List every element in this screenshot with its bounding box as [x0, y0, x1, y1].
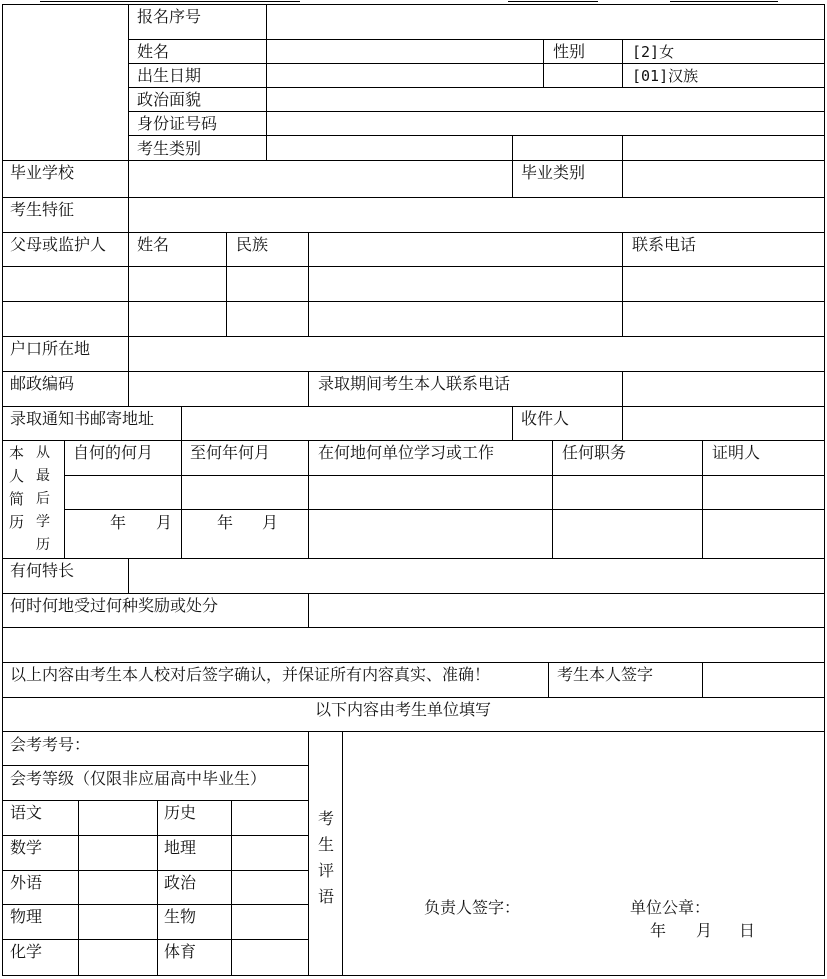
grad-type-label: 毕业类别: [521, 163, 586, 182]
responsible-sign-label: 负责人签字：: [424, 898, 521, 917]
hukou-label: 户口所在地: [10, 339, 91, 358]
politics-label: 政治面貌: [137, 90, 202, 109]
date-year: 年: [650, 921, 667, 940]
postcode-label: 邮政编码: [10, 374, 75, 393]
reg-no-label: 报名序号: [137, 7, 202, 26]
resume-witness-header: 证明人: [712, 443, 761, 462]
subject-left-4: 物理: [10, 907, 43, 926]
declaration-text: 以上内容由考生本人校对后签字确认，并保证所有内容真实、准确！: [10, 665, 491, 684]
subject-right-1: 历史: [164, 803, 197, 822]
ethnicity-value: [01]汉族: [632, 67, 699, 85]
subject-left-2: 数学: [10, 838, 43, 857]
gender-value: [2]女: [632, 43, 675, 61]
grad-school-label: 毕业学校: [10, 163, 75, 182]
id-label: 身份证号码: [137, 114, 218, 133]
exam-no-label: 会考考号：: [10, 735, 91, 754]
subject-right-5: 体育: [164, 942, 197, 961]
admission-phone-label: 录取期间考生本人联系电话: [318, 374, 511, 393]
date-month: 月: [696, 921, 713, 940]
guardian-label: 父母或监护人: [10, 235, 107, 254]
resume-place-header: 在何地何单位学习或工作: [318, 443, 495, 462]
resume-to-month: 月: [262, 513, 279, 532]
subject-left-1: 语文: [10, 803, 43, 822]
signature-label: 考生本人签字: [557, 665, 654, 684]
resume-from-year: 年: [110, 513, 127, 532]
awards-label: 何时何地受过何种奖励或处分: [10, 596, 219, 615]
resume-side-label-left: 本人简历: [9, 444, 25, 531]
date-day: 日: [739, 921, 756, 940]
resume-side-label-right: 从最后学历: [36, 445, 50, 553]
resume-to-year: 年: [217, 513, 234, 532]
unit-fill-title: 以下内容由考生单位填写: [315, 700, 492, 719]
category-label: 考生类别: [137, 139, 202, 158]
subject-left-3: 外语: [10, 873, 43, 892]
specialty-label: 有何特长: [10, 561, 75, 580]
guardian-ethnicity-header: 民族: [236, 235, 269, 254]
subject-left-5: 化学: [10, 942, 43, 961]
guardian-name-header: 姓名: [137, 235, 170, 254]
resume-from-month: 月: [156, 513, 173, 532]
features-label: 考生特征: [10, 200, 75, 219]
subject-right-2: 地理: [164, 838, 197, 857]
resume-position-header: 任何职务: [562, 443, 627, 462]
name-label: 姓名: [137, 42, 170, 61]
mail-address-label: 录取通知书邮寄地址: [10, 409, 155, 428]
comment-label: 考生评语: [317, 809, 334, 906]
guardian-phone-header: 联系电话: [632, 235, 697, 254]
subject-right-3: 政治: [164, 873, 197, 892]
recipient-label: 收件人: [521, 409, 570, 428]
birth-label: 出生日期: [137, 66, 202, 85]
resume-from-header: 自何的何月: [73, 443, 154, 462]
exam-grade-label: 会考等级（仅限非应届高中毕业生）: [10, 769, 267, 788]
unit-seal-label: 单位公章：: [630, 898, 711, 917]
subject-right-4: 生物: [164, 907, 197, 926]
gender-label: 性别: [553, 42, 586, 61]
resume-to-header: 至何年何月: [190, 443, 271, 462]
